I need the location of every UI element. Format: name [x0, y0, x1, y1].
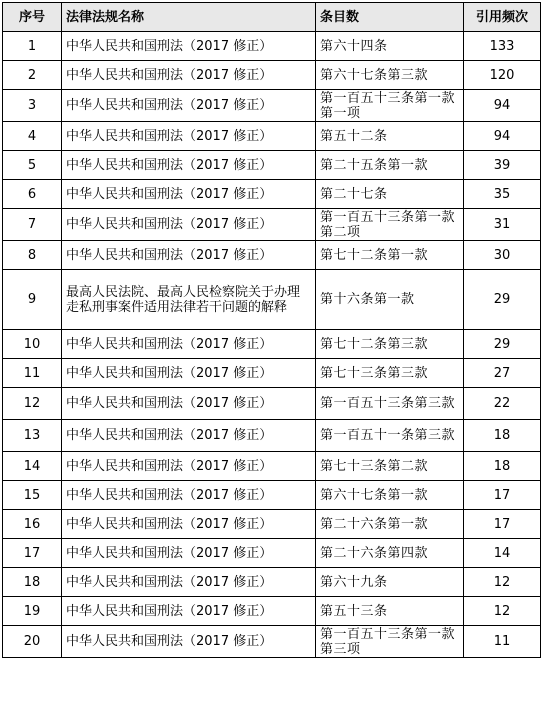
row-article: 第二十七条 [316, 180, 464, 209]
row-freq: 31 [464, 209, 541, 241]
row-article: 第五十三条 [316, 597, 464, 626]
row-article: 第一百五十三条第三款 [316, 388, 464, 420]
row-freq: 39 [464, 151, 541, 180]
row-no: 15 [3, 481, 62, 510]
row-freq: 94 [464, 122, 541, 151]
row-no: 8 [3, 241, 62, 270]
table-row [3, 61, 541, 90]
table-row [3, 510, 541, 539]
row-no: 13 [3, 420, 62, 452]
table-row [3, 539, 541, 568]
table-row [3, 270, 541, 330]
row-article: 第十六条第一款 [316, 270, 464, 330]
row-law: 中华人民共和国刑法（2017 修正） [62, 151, 316, 180]
row-no: 10 [3, 330, 62, 359]
row-article: 第七十三条第二款 [316, 452, 464, 481]
row-law: 中华人民共和国刑法（2017 修正） [62, 539, 316, 568]
row-article: 第七十二条第一款 [316, 241, 464, 270]
header-no: 序号 [3, 3, 62, 32]
row-article: 第二十五条第一款 [316, 151, 464, 180]
row-freq: 12 [464, 568, 541, 597]
row-article: 第六十九条 [316, 568, 464, 597]
table-row [3, 330, 541, 359]
row-law: 最高人民法院、最高人民检察院关于办理走私刑事案件适用法律若干问题的解释 [62, 270, 316, 330]
row-freq: 18 [464, 420, 541, 452]
table-row [3, 420, 541, 452]
row-article: 第六十四条 [316, 32, 464, 61]
header-row [3, 3, 541, 32]
row-article: 第七十三条第三款 [316, 359, 464, 388]
table-row [3, 597, 541, 626]
row-law: 中华人民共和国刑法（2017 修正） [62, 388, 316, 420]
row-article: 第一百五十一条第三款 [316, 420, 464, 452]
citation-table [2, 2, 541, 658]
row-freq: 133 [464, 32, 541, 61]
row-law: 中华人民共和国刑法（2017 修正） [62, 481, 316, 510]
row-no: 7 [3, 209, 62, 241]
row-no: 19 [3, 597, 62, 626]
row-no: 16 [3, 510, 62, 539]
row-no: 17 [3, 539, 62, 568]
row-article: 第一百五十三条第一款第二项 [316, 209, 464, 241]
row-freq: 17 [464, 510, 541, 539]
table-row [3, 241, 541, 270]
table-row [3, 388, 541, 420]
header-article: 条目数 [316, 3, 464, 32]
row-law: 中华人民共和国刑法（2017 修正） [62, 241, 316, 270]
row-no: 20 [3, 626, 62, 658]
row-law: 中华人民共和国刑法（2017 修正） [62, 359, 316, 388]
header-freq: 引用频次 [464, 3, 541, 32]
table-row [3, 209, 541, 241]
header-law: 法律法规名称 [62, 3, 316, 32]
row-article: 第二十六条第四款 [316, 539, 464, 568]
row-article: 第七十二条第三款 [316, 330, 464, 359]
table-row [3, 568, 541, 597]
row-freq: 29 [464, 330, 541, 359]
row-no: 1 [3, 32, 62, 61]
row-article: 第二十六条第一款 [316, 510, 464, 539]
table-row [3, 180, 541, 209]
table-row [3, 151, 541, 180]
row-no: 11 [3, 359, 62, 388]
row-freq: 22 [464, 388, 541, 420]
row-freq: 94 [464, 90, 541, 122]
row-freq: 18 [464, 452, 541, 481]
row-article: 第六十七条第一款 [316, 481, 464, 510]
row-law: 中华人民共和国刑法（2017 修正） [62, 180, 316, 209]
row-freq: 12 [464, 597, 541, 626]
row-law: 中华人民共和国刑法（2017 修正） [62, 510, 316, 539]
row-no: 4 [3, 122, 62, 151]
row-law: 中华人民共和国刑法（2017 修正） [62, 452, 316, 481]
row-law: 中华人民共和国刑法（2017 修正） [62, 122, 316, 151]
row-no: 14 [3, 452, 62, 481]
row-law: 中华人民共和国刑法（2017 修正） [62, 626, 316, 658]
row-law: 中华人民共和国刑法（2017 修正） [62, 568, 316, 597]
row-freq: 35 [464, 180, 541, 209]
row-freq: 27 [464, 359, 541, 388]
row-no: 6 [3, 180, 62, 209]
row-freq: 30 [464, 241, 541, 270]
row-no: 18 [3, 568, 62, 597]
row-freq: 14 [464, 539, 541, 568]
row-law: 中华人民共和国刑法（2017 修正） [62, 90, 316, 122]
row-freq: 120 [464, 61, 541, 90]
table-row [3, 452, 541, 481]
row-no: 3 [3, 90, 62, 122]
table-row [3, 90, 541, 122]
row-no: 12 [3, 388, 62, 420]
row-freq: 17 [464, 481, 541, 510]
table-row [3, 626, 541, 658]
row-no: 5 [3, 151, 62, 180]
row-article: 第一百五十三条第一款第一项 [316, 90, 464, 122]
table-row [3, 32, 541, 61]
row-article: 第五十二条 [316, 122, 464, 151]
row-law: 中华人民共和国刑法（2017 修正） [62, 420, 316, 452]
row-law: 中华人民共和国刑法（2017 修正） [62, 330, 316, 359]
row-freq: 29 [464, 270, 541, 330]
row-article: 第一百五十三条第一款第三项 [316, 626, 464, 658]
row-no: 2 [3, 61, 62, 90]
row-article: 第六十七条第三款 [316, 61, 464, 90]
row-no: 9 [3, 270, 62, 330]
row-law: 中华人民共和国刑法（2017 修正） [62, 61, 316, 90]
row-law: 中华人民共和国刑法（2017 修正） [62, 209, 316, 241]
row-freq: 11 [464, 626, 541, 658]
row-law: 中华人民共和国刑法（2017 修正） [62, 597, 316, 626]
table-row [3, 359, 541, 388]
table-row [3, 481, 541, 510]
row-law: 中华人民共和国刑法（2017 修正） [62, 32, 316, 61]
table-row [3, 122, 541, 151]
